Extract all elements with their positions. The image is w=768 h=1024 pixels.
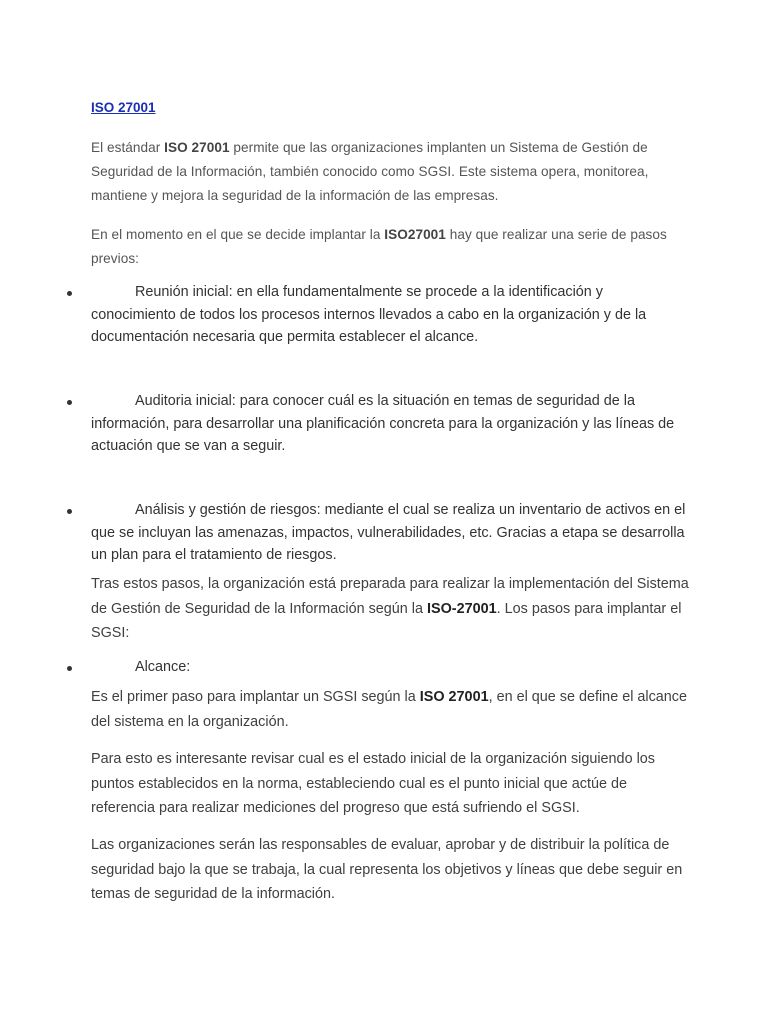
scope-bold-iso: ISO 27001 bbox=[419, 689, 489, 705]
step-text: Análisis y gestión de riesgos: mediante el cual se realiza un inventario de activos en el que se incluyan las amenazas, impactos, vulnerabilidades, etc. Gracias a etapa se desarrolla un plan para el tratamiento de riesgos. bbox=[91, 502, 686, 563]
step-text: Reunión inicial: en ella fundamentalmente se procede a la identificación y conocimiento de todos los procesos internos llevados a cabo en la organización y de la documentación necesaria que permita establecer el alcance. bbox=[91, 284, 647, 345]
after-steps-text-2: . Los pasos para implantar el SGSI: bbox=[91, 600, 682, 641]
intro-text-2: permite que las organizaciones implanten un Sistema de Gestión de Seguridad de la Información, también conocido como SGSI. Este sistema opera, monitorea, mantiene y mejora la seguridad de la información de las empresas. bbox=[91, 140, 649, 203]
iso-27001-heading-link[interactable]: ISO 27001 bbox=[91, 100, 156, 115]
steps-intro-bold-iso: ISO27001 bbox=[384, 227, 446, 242]
bullet-icon bbox=[67, 509, 72, 514]
scope-text-1: Es el primer paso para implantar un SGSI según la bbox=[91, 689, 420, 705]
bullet-icon bbox=[67, 666, 72, 671]
bullet-icon bbox=[67, 291, 72, 296]
after-steps-text-1: Tras estos pasos, la organización está preparada para realizar la implementación del Sistema de Gestión de Seguridad de la Información según la bbox=[91, 576, 689, 617]
scope-paragraph-1 bbox=[91, 685, 691, 734]
scope-text-2: , en el que se define el alcance del sistema en la organización. bbox=[91, 689, 687, 730]
step-item bbox=[91, 390, 691, 458]
scope-list-item bbox=[91, 656, 691, 679]
steps-intro-paragraph bbox=[91, 223, 691, 271]
after-steps-bold-iso: ISO-27001 bbox=[427, 600, 497, 617]
bullet-icon bbox=[67, 400, 72, 405]
steps-intro-text-2: hay que realizar una serie de pasos previos: bbox=[91, 227, 667, 266]
steps-intro-text-1: En el momento en el que se decide implantar la bbox=[91, 227, 385, 242]
intro-paragraph bbox=[91, 136, 691, 208]
intro-bold-iso: ISO 27001 bbox=[164, 140, 230, 155]
after-steps-paragraph bbox=[91, 572, 691, 646]
scope-paragraph-2: Para esto es interesante revisar cual es el estado inicial de la organización siguiendo los puntos establecidos en la norma, estableciendo cual es el punto inicial que actúe de referencia para realizar mediciones del progreso que está sufriendo el SGSI. bbox=[91, 751, 655, 816]
scope-item-text: Alcance: bbox=[135, 659, 191, 675]
step-item bbox=[91, 281, 691, 349]
intro-text-1: El estándar bbox=[91, 140, 165, 155]
step-text: Auditoria inicial: para conocer cuál es la situación en temas de seguridad de la información, para desarrollar una planificación concreta para la organización y las líneas de actuación que se van a seguir. bbox=[91, 393, 675, 454]
scope-paragraph-3: Las organizaciones serán las responsables de evaluar, aprobar y de distribuir la política de seguridad bajo la que se trabaja, la cual representa los objetivos y líneas que debe seguir en temas de seguridad de la información. bbox=[91, 837, 683, 902]
step-item bbox=[91, 499, 691, 567]
